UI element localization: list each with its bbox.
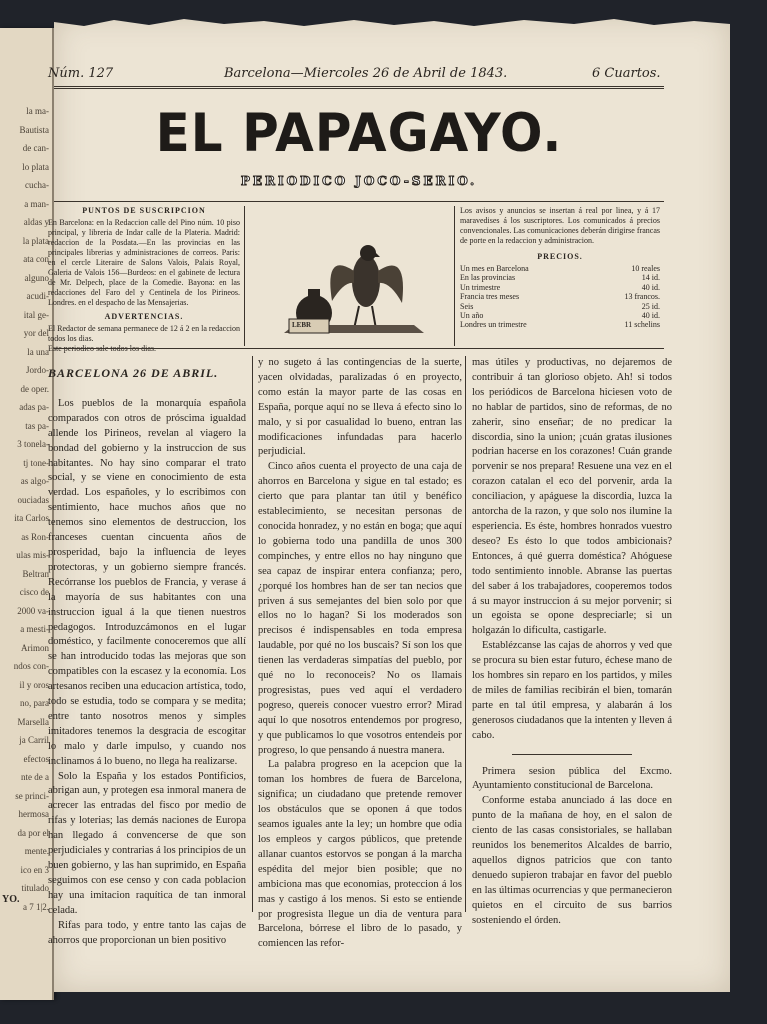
paragraph: Solo la España y los estados Pontificios, abrigan aun, y protegen esa inmoral manera de acrecer las entradas del fisco por medio de rifas y loterias; las demás naciones de Europa han llegado á convencerse de que son perjudiciales y contrarias á los principios de un buen gobierno, y las han suprimido, en España seguimos con ese censo y con cada poblacion hay una imitacion raquítica de tan inmoral celada. bbox=[48, 770, 246, 916]
left-page-fragment: ndos con- bbox=[13, 661, 49, 671]
article-heading: BARCELONA 26 DE ABRIL. bbox=[48, 366, 219, 380]
left-page-fragment: titulado bbox=[21, 883, 49, 893]
box-divider-1 bbox=[244, 206, 245, 346]
paragraph: y no sugeto á las contingencias de la suerte, yacen olvidadas, paralizadas ó en proyecto, como están la mayor parte de las cosas en España, porque aquí no se lleva á efecto sino lo malo, y si por casualidad lo bueno, entran las modificaciones infundadas para hacerlo perjudicial. bbox=[258, 357, 462, 458]
left-page-footer: YO. bbox=[2, 894, 20, 905]
newspaper-subtitle: PERIODICO JOCO-SERIO. bbox=[240, 174, 478, 188]
price-label: Francia tres meses bbox=[460, 292, 520, 302]
issue-price: 6 Cuartos. bbox=[592, 66, 661, 81]
session-text: Conforme estaba anunciado á las doce en punto de la mañana de hoy, en el salon de ciento de las casas consistoriales, se hallaban reunidos los benemeritos Alcaldes de barrio, aquellos dignos patricios que con tanto denuedo supieron trabajar en favor del pueblo en las últimas ocurrencias y que permanecieron quietos en el circuito de sus barrios sosteniendo el órden. bbox=[472, 795, 672, 926]
left-page-fragment: no, para bbox=[20, 698, 49, 708]
left-page-fragment: nte de a bbox=[21, 772, 49, 782]
price-row bbox=[460, 302, 660, 311]
left-page-fragment: adas pa- bbox=[19, 402, 49, 412]
price-label: Londres un trimestre bbox=[460, 320, 527, 330]
price-value: 10 reales bbox=[631, 264, 660, 273]
left-page-fragment: hermosa bbox=[18, 809, 49, 819]
price-label: Seis bbox=[460, 301, 474, 311]
left-page-fragment: a mesti- bbox=[20, 624, 49, 634]
price-value: 13 francos. bbox=[624, 292, 660, 302]
prices-intro: Los avisos y anuncios se insertan á real por linea, y á 17 maravedises á los suscriptores. Los comunicados á precios convencionales. Las comunicaciones deberán dirigirse francas de porte en la redaccion y administracion. bbox=[460, 206, 660, 245]
left-page-fragment: a man- bbox=[24, 198, 49, 209]
price-row bbox=[460, 264, 660, 273]
left-page-fragment: se princi- bbox=[15, 790, 49, 801]
left-page-fragment: 2000 va- bbox=[17, 605, 49, 616]
vignette-label: LEBR bbox=[292, 321, 312, 329]
price-row bbox=[460, 311, 660, 320]
price-row bbox=[460, 283, 660, 292]
column-rule-1 bbox=[252, 356, 253, 912]
left-page-fragment: yor del bbox=[23, 328, 49, 338]
left-page-fragment: aldas y bbox=[23, 217, 49, 227]
paragraph: mas útiles y productivas, no dejaremos de contribuir á tan glorioso objeto. Ah! si todos los periódicos de Barcelona hiciesen voto de no hablar de partidos, sino de reformas, de no zaherir, sino enseñar; de no predicar la discordia, sino la union; ¡cuán gratas ilusiones podrian hacerse en los corazones! Cuán grande porvenir se nos prepara! Resuene una vez en el corazon catalan el eco del porvenir, arda la conciliacion, y apáguese la discordia, luzca la antorcha de la razon, y que solo nos ilumine la esperiencia. Es éste, hombres honrados vuestro deseo? Es ésto lo que todos ambicionais? Entonces, á qué guerra doméstica? Ahóguese todo sentimiento innoble. Abranse las puertas del saber á los trabajadores, cooperemos todos á su mayor instruccion á su mejor porvenir; si un egoista se opone despreciarle; si un holgazán lo dificulta, castigarle. bbox=[472, 357, 672, 637]
left-page-fragment: la una bbox=[27, 346, 49, 357]
masthead-rule bbox=[54, 86, 664, 89]
left-page-fragment: lo plata bbox=[22, 161, 49, 172]
left-page-fragment: Jordo- bbox=[26, 365, 49, 375]
dateline: Barcelona—Miercoles 26 de Abril de 1843. bbox=[224, 66, 508, 81]
left-page-fragment: ja Carril bbox=[19, 735, 49, 745]
left-page-fragment: tj tone- bbox=[23, 457, 49, 468]
column-rule-2 bbox=[465, 356, 466, 912]
torn-edge bbox=[54, 16, 730, 34]
left-page-fragment: as Ron- bbox=[21, 531, 49, 542]
paragraph: Rifas para todo, y entre tanto las cajas de ahorros que proporcionan un bien positivo bbox=[48, 919, 246, 946]
left-page-fragment: mente. bbox=[24, 846, 49, 856]
left-facing-page bbox=[0, 28, 54, 1000]
left-page-fragment: ico en 3 bbox=[20, 864, 49, 875]
left-page-fragment: cucha- bbox=[25, 180, 49, 190]
notice-text: El Redactor de semana permanece de 12 á 2 en la redaccion todos los dias. bbox=[48, 324, 240, 343]
left-page-fragment: ouciadas bbox=[17, 494, 49, 505]
article-column-3 bbox=[472, 356, 672, 929]
issue-number: Núm. 127 bbox=[48, 66, 114, 81]
article-column-2 bbox=[258, 356, 462, 952]
price-value: 11 schelins bbox=[624, 320, 660, 330]
price-label: Un mes en Barcelona bbox=[460, 264, 529, 273]
price-label: Un año bbox=[460, 311, 484, 321]
paragraph: Los pueblos de la monarquía española comparados con otros de próscima igualdad allende los Pirineos, revelan al viagero la bondad del gobierno y la instruccion de sus habitantes. No hay sino comparar el trato social, y se viene en conocimiento de esta verdad. Los españoles, y lo escribimos con sentimiento, hace muchos años que no tenemos sino elementos de destruccion, los franceses cuentan cincuenta años de prosperidad, bajo la influencia de leyes protectoras, y un gobierno siempre francés. Recórranse los pueblos de Francia, y verase á la mayoría de sus habitantes con una instruccion igual á la que tienen nuestros pedagogos. Introduzcámonos en el lugar doméstico, y facilmente conoceremos que allí se han introducido todas las mejoras que son compatibles con la escasez y la economía. Los artesanos reciben una educacion artística, todo, todo se estudia, todo se compara y se medita; entre tanto nosotros menos y simples imitadores tenemos la desgracia de escogitar lo malo y darle impulso, y cuando nos inclinamos á lo bueno, no llega ha realizarse. bbox=[48, 397, 246, 767]
left-page-fragment: efectos bbox=[23, 753, 49, 764]
left-page-fragment: ulas mis- bbox=[16, 550, 49, 560]
price-value: 14 id. bbox=[641, 273, 660, 283]
box-divider-2 bbox=[454, 206, 455, 346]
left-page-fragment: Beltran bbox=[22, 568, 49, 579]
subscription-text: En Barcelona: en la Redaccion calle del Pino núm. 10 piso principal, y libreria de Indar calle de la Plateria. Madrid: redaccion de la Posdata.—En las provincias en las principales librerias y administraciones de correos. Paris: en el cercle Literaire de Salons Valois, Palais Royal, Galeria de Valois 156—Burdeos: en el gabinete de lectura de Mr. Delpech, place de la Comedie. Bayona: en las redacciones del Faro del y Centinela de los Pirineos. Londres. en el despacho de las Mensajerias. bbox=[48, 218, 240, 307]
price-list bbox=[460, 264, 660, 330]
price-row bbox=[460, 320, 660, 329]
notice-heading: ADVERTENCIAS. bbox=[104, 312, 184, 321]
paragraph: La palabra progreso en la acepcion que la toman los hombres de fuera de Barcelona, significa; un ciudadano que pretende remover los obstáculos que se oponen á que todos seamos iguales ante la ley; un hombre que odia los empleos y cargos públicos, que pretende allanar cuantos estorvos se pongan á la marcha espédita del mejor bien posible; que no ambiciona mas que economias, proteccion á los mas y castigo á los menos. Si esto se entiende por progresista llegue un dia de ventura para Barcelona, bórrese el libro de lo pasado, y comiencen las refor- bbox=[258, 759, 462, 950]
left-page-fragment: da por el bbox=[17, 827, 49, 838]
price-label: En las provincias bbox=[460, 273, 516, 283]
left-page-fragment: alguno bbox=[24, 272, 49, 283]
left-page-fragment: 3 tonela- bbox=[17, 439, 49, 449]
price-value: 40 id. bbox=[641, 311, 660, 321]
left-page-fragment: ital ge- bbox=[23, 309, 49, 320]
newspaper-title: EL PAPAGAYO. bbox=[155, 102, 563, 164]
paragraph: Establézcanse las cajas de ahorros y ved que se procura su bien estar futuro, échese mano de los hombres sin reparo en los partidos, y miles de miles de familias recibirán el bien, tomarán parte en tal útil empresa, y alabarán á los generosos ciudadanos que la intenten y lleven á cabo. bbox=[472, 640, 672, 741]
header-rule bbox=[54, 201, 664, 202]
price-value: 40 id. bbox=[641, 282, 660, 292]
subscription-box bbox=[48, 206, 240, 353]
left-page-fragment: la ma- bbox=[26, 106, 49, 116]
newspaper-page bbox=[48, 16, 730, 992]
left-page-fragment: tas pa- bbox=[25, 420, 49, 431]
left-page-fragment: il y oros bbox=[19, 679, 49, 690]
paragraph: Cinco años cuenta el proyecto de una caja de ahorros en Barcelona y sigue en tal estado; es cierto que para plantar tan útil y benéfico establecimiento, se necesitan personas de conocida honradez, y no están en boga; que aquí lo gobierna todo una pandilla de unos 300 compinches, y entre ellos no hay ninguno que sea capaz de inspirar entera confianza; pero, ¿porqué los hombres han de ser tan necios que priven á sus semejantes del bien solo por que ellos no lo hagan? Si los moderados son precisos é indispensables en toda empresa laudable, por qué no los buscais? Sí son los que tienen las verdaderas simpatías del pueblo, por qué no lo reconoceis? No os llamais progresistas, pues ved aquí el verdadero pogreso, quereis conocer vuestro error? Mirad aquí lo que nosotros entendemos por progreso, y que publicamos lo que vosotros entendeis por progreso, lo que pensando á nuestra manera. bbox=[258, 461, 462, 756]
left-page-fragment: la plata bbox=[22, 235, 49, 246]
price-row bbox=[460, 292, 660, 301]
session-heading: Primera sesion pública del Excmo. Ayuntamiento constitucional de Barcelona. bbox=[472, 765, 672, 792]
section-divider bbox=[512, 754, 632, 755]
subscription-heading: PUNTOS DE SUSCRIPCION bbox=[82, 206, 206, 215]
price-row bbox=[460, 273, 660, 282]
left-page-fragment: ita Carlos bbox=[14, 513, 49, 523]
left-page-fragment: Arimon bbox=[21, 642, 49, 653]
left-page-fragment: Marsella bbox=[17, 716, 49, 727]
left-page-fragment: de oper. bbox=[20, 383, 49, 394]
left-page-fragment: cisco de bbox=[19, 587, 49, 597]
prices-box bbox=[460, 206, 660, 346]
body-top-rule bbox=[54, 348, 664, 349]
price-value: 25 id. bbox=[641, 301, 660, 311]
price-label: Un trimestre bbox=[460, 282, 501, 292]
prices-heading: PRECIOS. bbox=[537, 252, 583, 261]
left-page-fragment: Bautista bbox=[19, 124, 49, 135]
article-column-1 bbox=[48, 356, 246, 948]
left-page-fragment: as algo- bbox=[20, 476, 49, 486]
left-page-fragment: a 7 1|2. bbox=[22, 901, 49, 912]
left-page-fragment: de can- bbox=[22, 143, 49, 153]
left-page-fragment: acudi- bbox=[26, 291, 49, 301]
notice-text-2: Este periodico sale todos los dias. bbox=[48, 344, 156, 353]
left-page-fragment: ata con bbox=[23, 254, 49, 264]
